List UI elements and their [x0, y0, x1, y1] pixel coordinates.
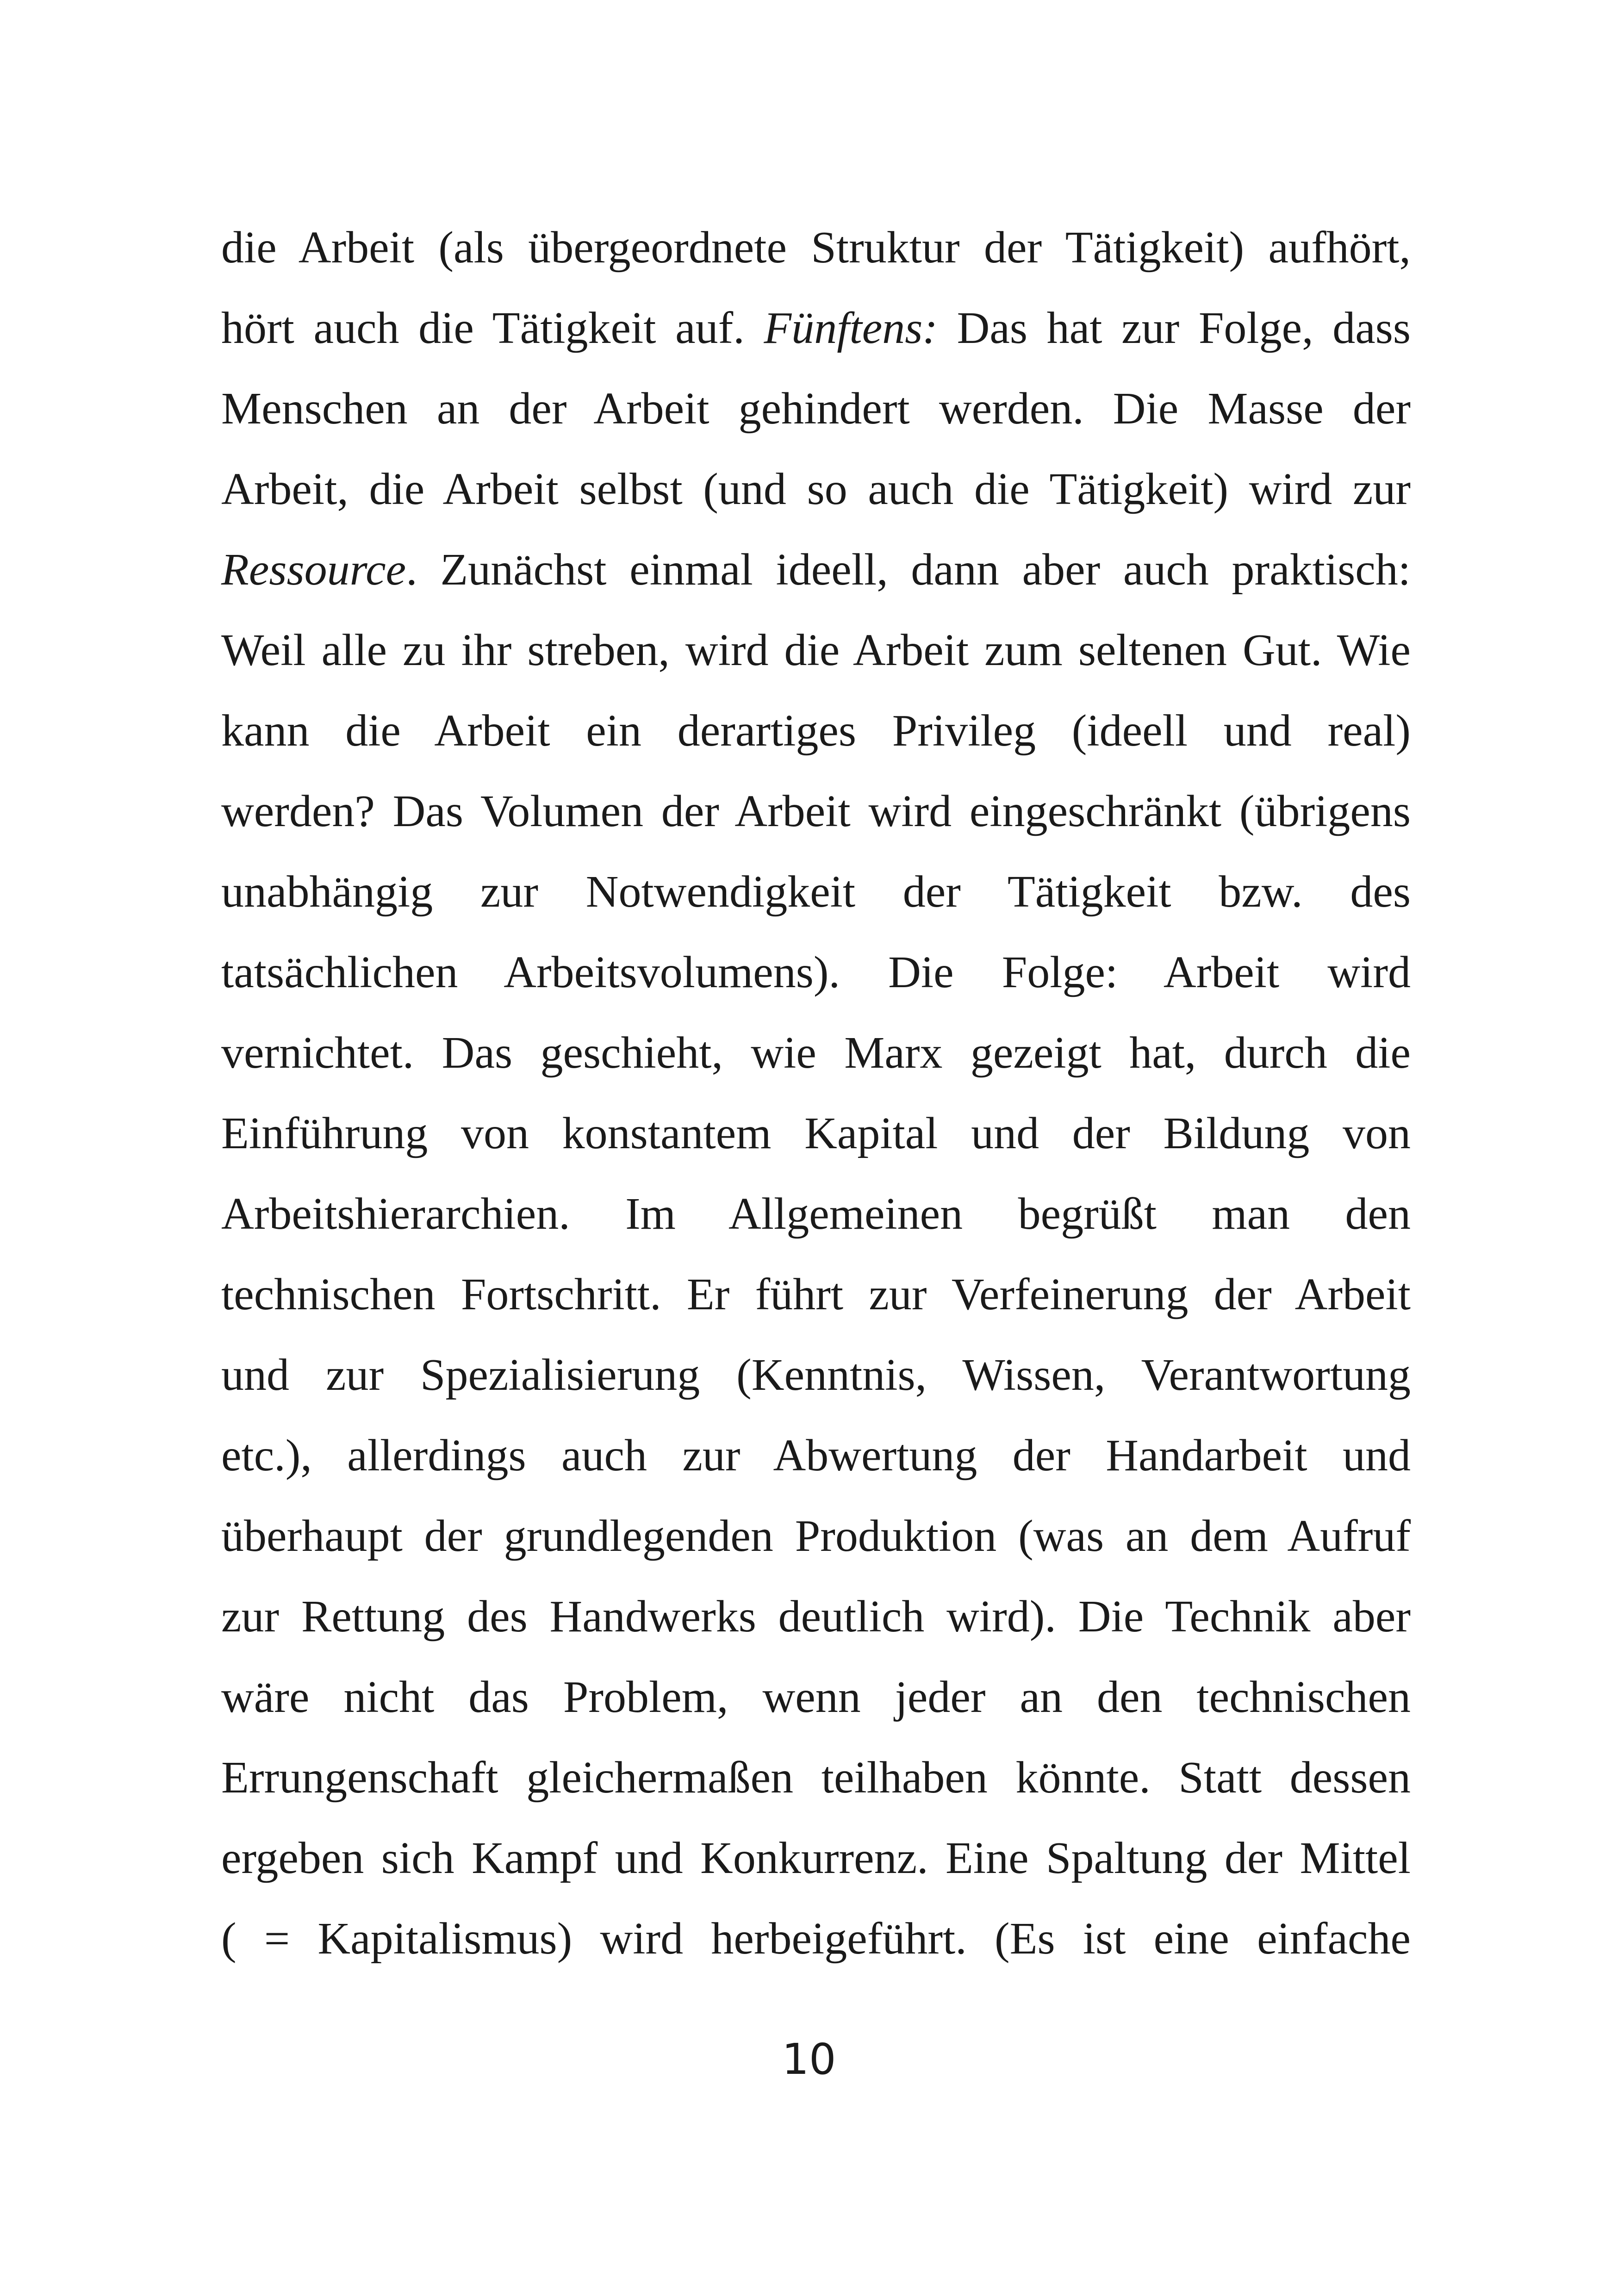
text-segment: überhaupt der grundlegenden Produktion (was an dem Aufruf: [221, 1511, 1411, 1561]
text-line: [221, 1335, 1411, 1415]
text-segment: werden? Das Volumen der Arbeit wird eingeschränkt (übrigens: [221, 786, 1411, 836]
text-line: [221, 1496, 1411, 1576]
text-segment: vernichtet. Das geschieht, wie Marx gezeigt hat, durch die: [221, 1028, 1411, 1078]
text-segment: ( = Kapitalismus) wird herbeigeführt. (Es ist eine einfache: [221, 1914, 1411, 1964]
text-line: [221, 368, 1411, 449]
text-segment: kann die Arbeit ein derartiges Privileg (ideell und real): [221, 706, 1411, 756]
text-segment: hört auch die Tätigkeit auf.: [221, 303, 764, 353]
text-segment: etc.), allerdings auch zur Abwertung der Handarbeit und: [221, 1431, 1411, 1481]
text-segment: die Arbeit (als übergeordnete Struktur der Tätigkeit) aufhört,: [221, 223, 1411, 273]
text-segment: Errungenschaft gleichermaßen teilhaben könnte. Statt dessen: [221, 1753, 1411, 1803]
text-line: [221, 1254, 1411, 1335]
text-line: [221, 449, 1411, 529]
text-line: [221, 207, 1411, 288]
text-segment: und zur Spezialisierung (Kenntnis, Wissen, Verantwortung: [221, 1350, 1411, 1400]
text-segment: zur Rettung des Handwerks deutlich wird). Die Technik aber: [221, 1592, 1411, 1642]
text-segment: unabhängig zur Notwendigkeit der Tätigkeit bzw. des: [221, 867, 1411, 917]
text-line: [221, 1657, 1411, 1737]
text-line: [221, 1818, 1411, 1898]
text-line: [221, 932, 1411, 1013]
text-segment: Einführung von konstantem Kapital und der Bildung von: [221, 1108, 1411, 1158]
text-line: [221, 852, 1411, 932]
text-segment: Weil alle zu ihr streben, wird die Arbeit zum seltenen Gut. Wie: [221, 625, 1411, 675]
text-segment: Menschen an der Arbeit gehindert werden. Die Masse der: [221, 384, 1411, 434]
text-segment: . Zunächst einmal ideell, dann aber auch praktisch:: [406, 545, 1411, 595]
text-line: [221, 691, 1411, 771]
page-number: 10: [782, 2035, 836, 2084]
text-segment: tatsächlichen Arbeitsvolumens). Die Folge: Arbeit wird: [221, 947, 1411, 997]
text-segment: technischen Fortschritt. Er führt zur Verfeinerung der Arbeit: [221, 1269, 1411, 1319]
text-line: [221, 1174, 1411, 1254]
text-line: [221, 1013, 1411, 1093]
text-segment: wäre nicht das Problem, wenn jeder an den technischen: [221, 1672, 1411, 1722]
italic-text: Fünftens:: [764, 303, 938, 353]
body-text: [221, 207, 1411, 1979]
text-line: [221, 529, 1411, 610]
text-line: [221, 1093, 1411, 1174]
text-line: [221, 288, 1411, 368]
text-line: [221, 610, 1411, 691]
italic-text: Ressource: [221, 545, 406, 595]
text-line: [221, 1415, 1411, 1496]
text-segment: Arbeitshierarchien. Im Allgemeinen begrüßt man den: [221, 1189, 1411, 1239]
text-line: [221, 771, 1411, 852]
text-line: [221, 1576, 1411, 1657]
text-segment: ergeben sich Kampf und Konkurrenz. Eine Spaltung der Mittel: [221, 1833, 1411, 1883]
text-line: [221, 1737, 1411, 1818]
text-line: [221, 1898, 1411, 1979]
text-segment: Arbeit, die Arbeit selbst (und so auch die Tätigkeit) wird zur: [221, 464, 1411, 514]
text-segment: Das hat zur Folge, dass: [938, 303, 1411, 353]
